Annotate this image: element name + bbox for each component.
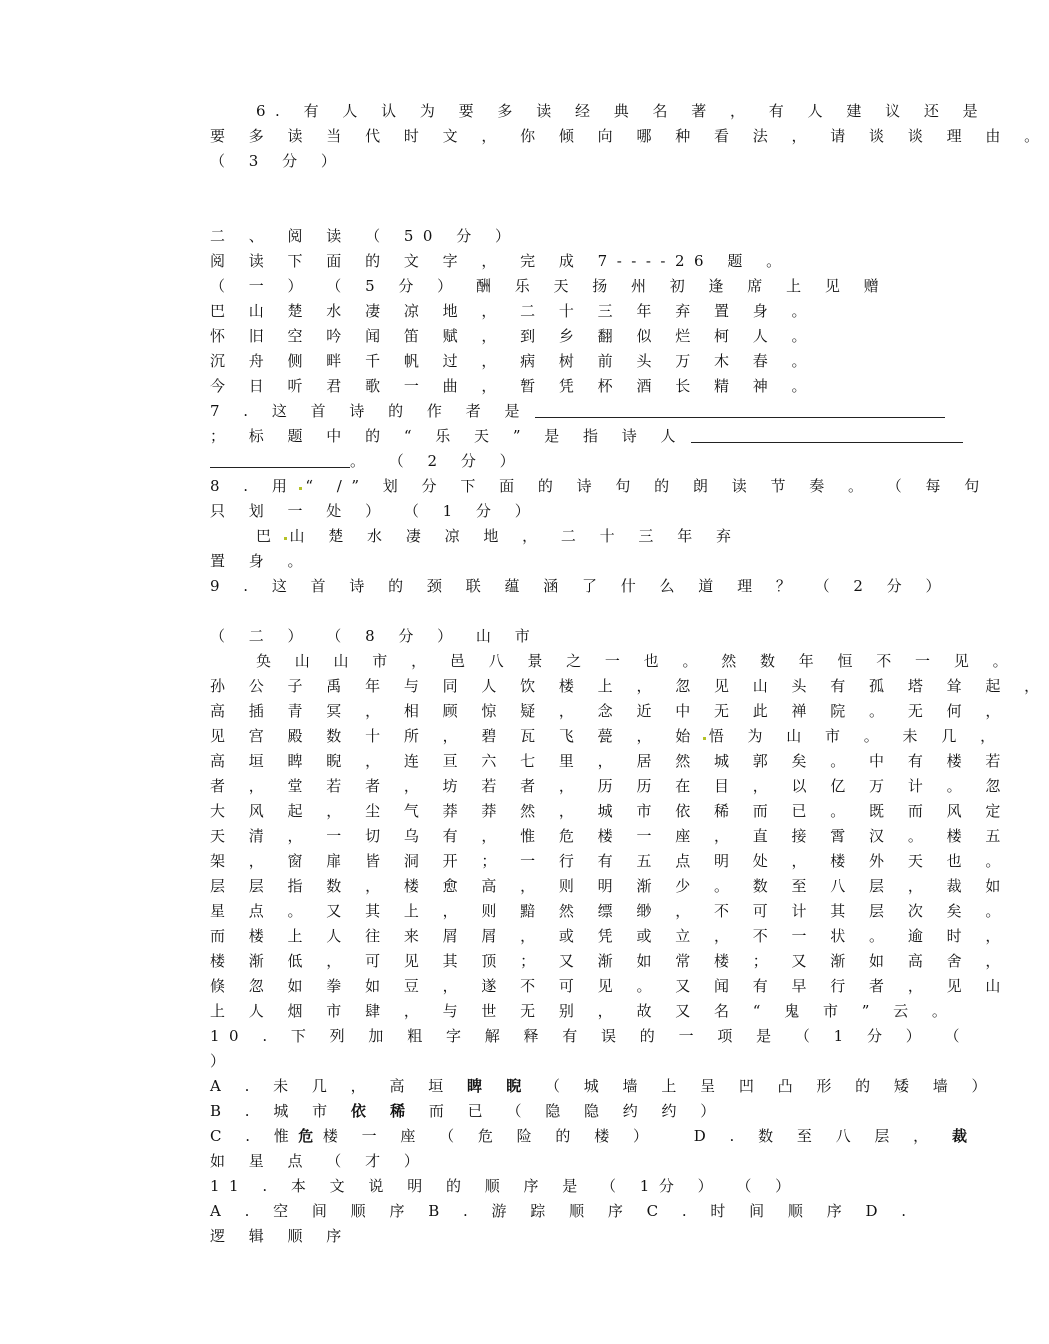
passage-line: 架 ， 窗 扉 皆 洞 开 ； 一 行 有 五 点 明 处 ， 楼 外 天 也 。 [210, 852, 1010, 870]
poem-line: 巴 山 楚 水 凄 凉 地 ， 二 十 三 年 弃 置 身 。 [210, 302, 817, 320]
option-b-post: 而 已 （ 隐 隐 约 约 ） [428, 1102, 725, 1120]
q10-option-d-line-2: 如 星 点 （ 才 ） [210, 1152, 429, 1170]
q7-line-2 [210, 424, 946, 449]
q10-option-b[interactable] [210, 1099, 898, 1124]
option-b-bold: 依 稀 [350, 1102, 415, 1120]
section-heading: 二 、 阅 读 （ 50 分 ） [210, 227, 520, 245]
q8-example [256, 524, 898, 549]
q7-prefix: 7 . 这 首 诗 的 作 者 是 [210, 402, 529, 420]
passage-line: 而 楼 上 人 往 来 屑 屑 ， 或 凭 或 立 ， 不 一 状 。 逾 时 ， [210, 927, 1010, 945]
passage-line: 高 垣 睥 睨 ， 连 亘 六 七 里 ， 居 然 城 郭 矣 。 中 有 楼 若 [210, 752, 1010, 770]
q8-example-line-2: 置 身 。 [210, 552, 313, 570]
poem-title: （ 一 ） （ 5 分 ） 酬 乐 天 扬 州 初 逢 席 上 见 赠 [210, 277, 889, 295]
q6-line-2: 要 多 读 当 代 时 文 ， 你 倾 向 哪 种 看 法 ， 请 谈 谈 理 由 。 [210, 127, 1049, 145]
q7-line-1 [210, 399, 946, 424]
passage-line: 奂 山 山 市 ， 邑 八 景 之 一 也 。 然 数 年 恒 不 一 见 。 [256, 652, 1018, 670]
option-d-pre: D . 数 至 八 层 ， [693, 1127, 938, 1145]
q8-example-a: 巴 [256, 527, 281, 545]
option-a-post: （ 城 墙 上 呈 凹 凸 形 的 矮 墙 ） [545, 1077, 996, 1095]
poem-line: 怀 旧 空 吟 闻 笛 赋 ， 到 乡 翻 似 烂 柯 人 。 [210, 327, 817, 345]
passage-line: 者 ， 堂 若 者 ， 坊 若 者 ， 历 历 在 目 ， 以 亿 万 计 。 忽 [210, 777, 1010, 795]
passage-line: 孙 公 子 禹 年 与 同 人 饮 楼 上 ， 忽 见 山 头 有 孤 塔 耸 起 ， [210, 677, 1049, 695]
q7-suffix: 。 （ 2 分 ） [350, 452, 525, 470]
q7-line-3 [210, 449, 898, 474]
poem-line: 今 日 听 君 歌 一 曲 ， 暂 凭 杯 酒 长 精 神 。 [210, 377, 817, 395]
q10-stem-2: ） [210, 1052, 235, 1070]
option-a-pre: A . 未 几 ， 高 垣 [210, 1077, 453, 1095]
passage-line: 倏 忽 如 拳 如 豆 ， 遂 不 可 见 。 又 闻 有 早 行 者 ， 见 山 [210, 977, 1010, 995]
q7-poet-blank-cont[interactable] [210, 451, 350, 468]
q8-line-2: 只 划 一 处 ） （ 1 分 ） [210, 502, 540, 520]
q10-option-c-d[interactable] [210, 1124, 977, 1149]
q9-question: 9 . 这 首 诗 的 颈 联 蕴 涵 了 什 么 道 理 ？ （ 2 分 ） [210, 577, 950, 595]
q6-line-3: （ 3 分 ） [210, 152, 346, 170]
mark-dot [703, 737, 706, 740]
mark-dot [284, 537, 287, 540]
q11-stem: 11 . 本 文 说 明 的 顺 序 是 （ 1分 ） （ ） [210, 1177, 800, 1195]
passage-line: 层 层 指 数 ， 楼 愈 高 ， 则 明 渐 少 。 数 至 八 层 ， 裁 如 [210, 877, 1010, 895]
option-a-bold: 睥 睨 [467, 1077, 531, 1095]
passage-line: 楼 渐 低 ， 可 见 其 顶 ； 又 渐 如 常 楼 ； 又 渐 如 高 舍 ， [210, 952, 1010, 970]
passage-line: 大 风 起 ， 尘 气 莽 莽 然 ， 城 市 依 稀 而 已 。 既 而 风 定 [210, 802, 1010, 820]
q7-author-blank[interactable] [535, 401, 945, 418]
passage-line-b: 悟 为 山 市 。 未 几 ， [708, 727, 1005, 745]
option-b-pre: B . 城 市 [210, 1102, 337, 1120]
option-d-bold: 裁 [951, 1127, 977, 1145]
q8-part-2: “ /” 划 分 下 面 的 诗 句 的 朗 读 节 奏 。 （ 每 句 [305, 477, 989, 495]
passage-line: 天 清 ， 一 切 乌 有 ， 惟 危 楼 一 座 ， 直 接 霄 汉 。 楼 五 [210, 827, 1010, 845]
passage-line: 高 插 青 冥 ， 相 顾 惊 疑 ， 念 近 中 无 此 禅 院 。 无 何 ， [210, 702, 1010, 720]
reading-instruction: 阅 读 下 面 的 文 字 ， 完 成 7----26 题 。 [210, 252, 791, 270]
q8-example-b: 山 楚 水 凄 凉 地 ， 二 十 三 年 弃 [289, 527, 741, 545]
poem-line: 沉 舟 侧 畔 千 帆 过 ， 病 树 前 头 万 木 春 。 [210, 352, 817, 370]
q10-stem: 10 . 下 列 加 粗 字 解 释 有 误 的 一 项 是 （ 1 分 ） （ [210, 1027, 969, 1045]
option-c-bold: 危 [298, 1127, 323, 1145]
option-c-pre: C . 惟 [210, 1127, 299, 1145]
q6-line-1: 6. 有 人 认 为 要 多 读 经 典 名 著 ， 有 人 建 议 还 是 [256, 102, 988, 120]
q11-options[interactable]: A . 空 间 顺 序 B . 游 踪 顺 序 C . 时 间 顺 序 D . [210, 1202, 916, 1220]
q7-mid: ； 标 题 中 的 “ 乐 天 ” 是 指 诗 人 [210, 427, 686, 445]
passage-heading: （ 二 ） （ 8 分 ） 山 市 [210, 627, 540, 645]
q11-options-line-2[interactable]: 逻 辑 顺 序 [210, 1227, 351, 1245]
q8-line-1 [210, 474, 989, 499]
q7-poet-blank[interactable] [691, 426, 963, 443]
passage-line-a: 见 宫 殿 数 十 所 ， 碧 瓦 飞 甍 ， 始 [210, 727, 700, 745]
option-c-post: 楼 一 座 （ 危 险 的 楼 ） [322, 1127, 658, 1145]
q8-part-1: 8 . 用 [210, 477, 297, 495]
passage-line [210, 724, 1005, 749]
passage-line: 上 人 烟 市 肆 ， 与 世 无 别 ， 故 又 名 “ 鬼 市 ” 云 。 [210, 1002, 957, 1020]
q10-option-a[interactable] [210, 1074, 996, 1099]
passage-line: 星 点 。 又 其 上 ， 则 黯 然 缥 缈 ， 不 可 计 其 层 次 矣 。 [210, 902, 1010, 920]
mark-dot [299, 487, 302, 490]
